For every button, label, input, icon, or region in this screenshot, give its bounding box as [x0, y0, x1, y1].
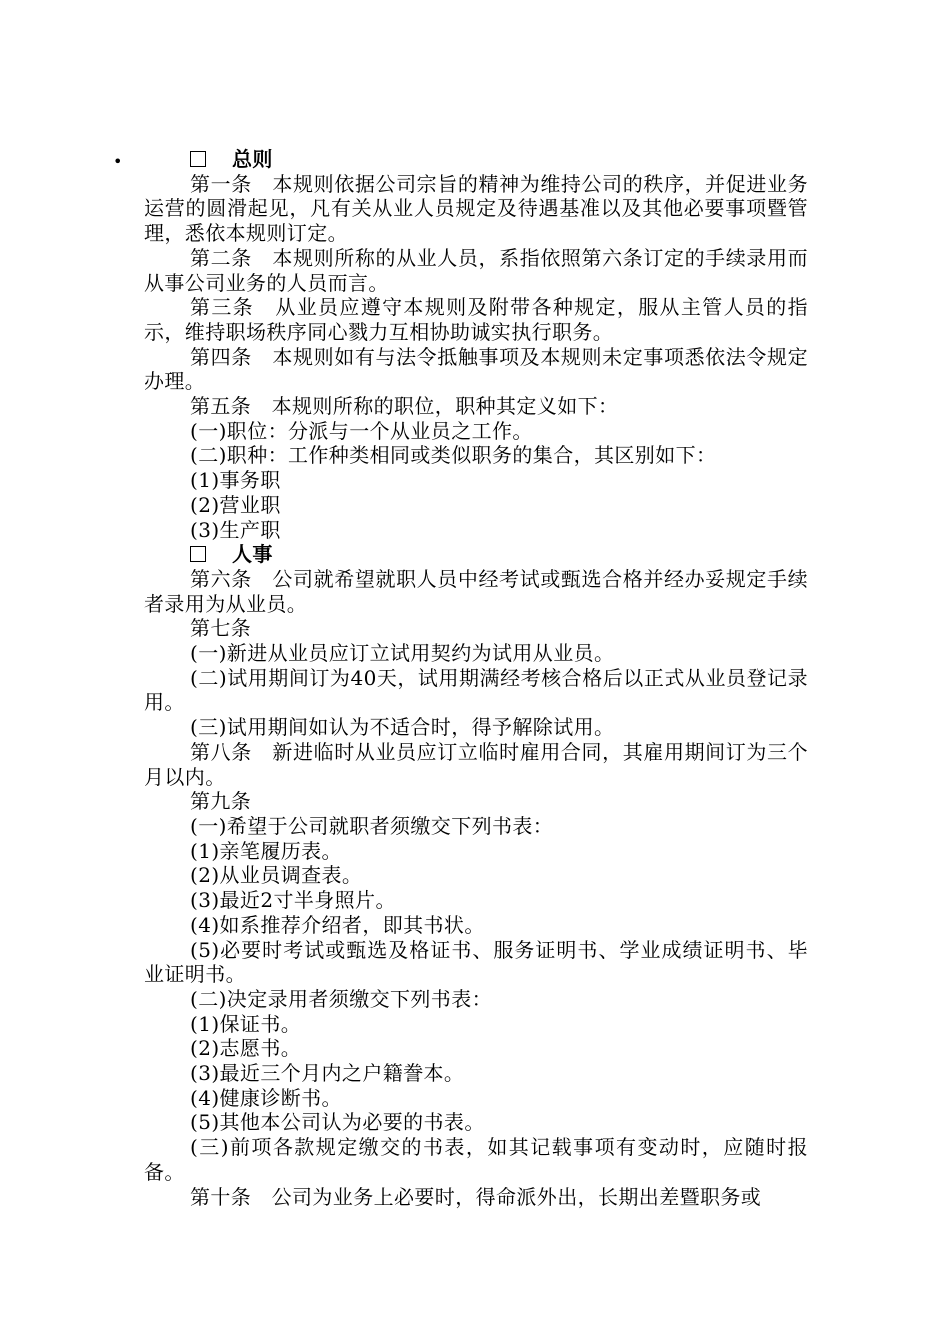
article-5: 第五条 本规则所称的职位，职种其定义如下： — [190, 394, 619, 419]
document-list-item: (4)如系推荐介绍者，即其书状。 — [190, 912, 485, 937]
document-list-item: (2)从业员调查表。 — [190, 863, 363, 888]
checkbox-square-icon — [190, 151, 206, 167]
document-list-item: (5)必要时考试或甄选及格证书、服务证明书、学业成绩证明书、毕业证明书。 — [144, 937, 808, 987]
job-type-1: (1)事务职 — [190, 468, 281, 493]
article-9: 第九条 — [190, 789, 252, 814]
document-body — [144, 147, 808, 1209]
checkbox-square-icon — [190, 546, 206, 562]
document-list-item: (5)其他本公司认为必要的书表。 — [190, 1110, 485, 1135]
article-5-item-1: (一)职位：分派与一个从业员之工作。 — [190, 418, 533, 443]
article-7-item-3: (三)试用期间如认为不适合时，得予解除试用。 — [190, 715, 615, 740]
job-type-2: (2)营业职 — [190, 492, 281, 517]
document-list-item: (1)保证书。 — [190, 1011, 302, 1036]
document-list-item: (2)志愿书。 — [190, 1036, 302, 1061]
article-9-item-1: (一)希望于公司就职者须缴交下列书表： — [190, 813, 554, 838]
document-list-item: (1)亲笔履历表。 — [190, 838, 342, 863]
article-9-item-2: (二)决定录用者须缴交下列书表： — [190, 986, 493, 1011]
section-heading-personnel — [144, 542, 808, 567]
article-9-item-3: (三)前项各款规定缴交的书表，如其记载事项有变动时，应随时报备。 — [144, 1135, 808, 1184]
article-4: 第四条 本规则如有与法令抵触事项及本规则未定事项悉依法令规定办理。 — [144, 344, 808, 394]
document-list-item: (4)健康诊断书。 — [190, 1085, 342, 1110]
document-list-item: (3)最近三个月内之户籍誊本。 — [190, 1061, 465, 1086]
document-list-item: (3)最近2寸半身照片。 — [190, 888, 396, 913]
job-type-3: (3)生产职 — [190, 517, 281, 542]
article-7-item-1: (一)新进从业员应订立试用契约为试用从业员。 — [190, 641, 615, 666]
article-8: 第八条 新进临时从业员应订立临时雇用合同，其雇用期间订为三个月以内。 — [144, 739, 808, 789]
section-heading-label: 总则 — [232, 147, 273, 171]
list-bullet: • — [113, 152, 123, 171]
article-6: 第六条 公司就希望就职人员中经考试或甄选合格并经办妥规定手续者录用为从业员。 — [144, 566, 808, 616]
section-heading-label: 人事 — [232, 542, 273, 567]
article-1: 第一条 本规则依据公司宗旨的精神为维持公司的秩序，并促进业务运营的圆滑起见，凡有关从业人员规定及待遇基准以及其他必要事项暨管理，悉依本规则订定。 — [144, 171, 808, 246]
article-3: 第三条 从业员应遵守本规则及附带各种规定，服从主管人员的指示，维持职场秩序同心戮力互相协助诚实执行职务。 — [144, 295, 808, 344]
article-5-item-2: (二)职种：工作种类相同或类似职务的集合，其区别如下： — [190, 443, 717, 468]
article-2: 第二条 本规则所称的从业人员，系指依照第六条订定的手续录用而从事公司业务的人员而言。 — [144, 245, 808, 295]
section-heading-general — [144, 147, 808, 172]
article-7-item-2: (二)试用期间订为40天，试用期满经考核合格后以正式从业员登记录用。 — [144, 665, 808, 715]
article-10: 第十条 公司为业务上必要时，得命派外出，长期出差暨职务或 — [190, 1184, 762, 1209]
article-7: 第七条 — [190, 616, 252, 641]
